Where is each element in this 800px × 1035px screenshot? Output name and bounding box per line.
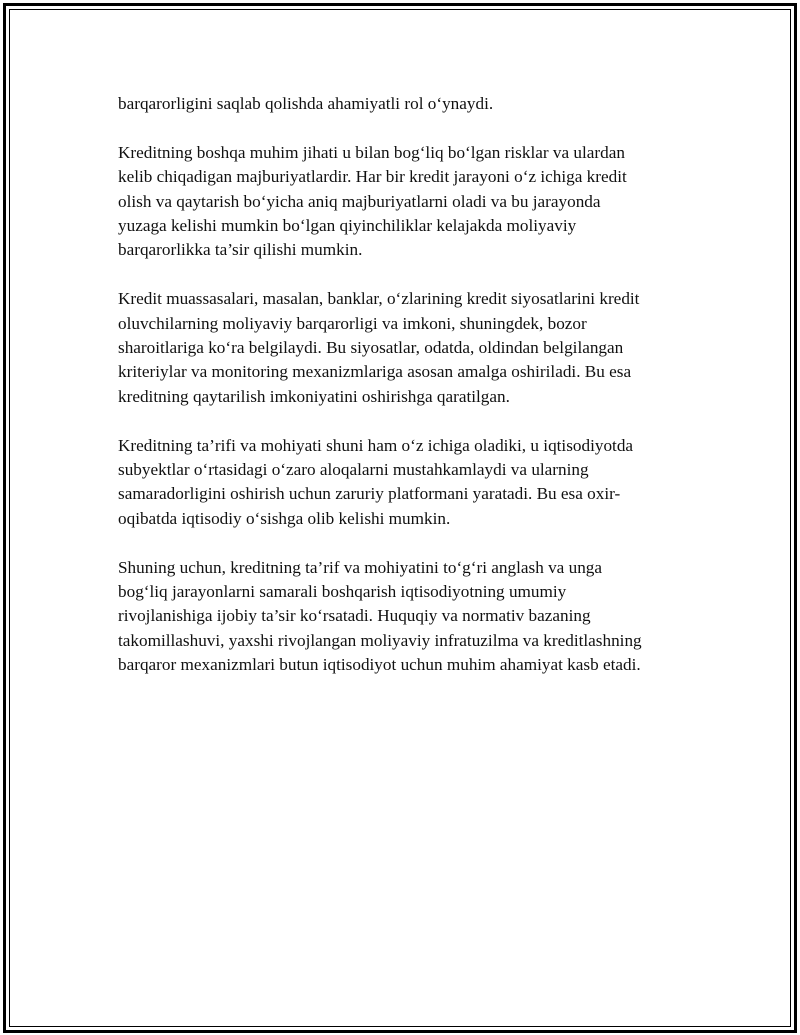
text-line: oluvchilarning moliyaviy barqarorligi va imkoni, shuningdek, bozor (118, 313, 587, 333)
text-line: kreditning qaytarilish imkoniyatini oshirishga qaratilgan. (118, 386, 510, 406)
text-line: sharoitlariga ko‘ra belgilaydi. Bu siyosatlar, odatda, oldindan belgilangan (118, 338, 624, 358)
text-line: olish va qaytarish bo‘yicha aniq majburiyatlarni oladi va bu jarayonda (118, 191, 601, 211)
text-line: rivojlanishiga ijobiy ta’sir ko‘rsatadi. Huquqiy va normativ bazaning (118, 606, 591, 626)
document-body (118, 92, 688, 702)
paragraph-2 (118, 141, 688, 263)
text-line: bog‘liq jarayonlarni samarali boshqarish iqtisodiyotning umumiy (118, 582, 567, 602)
text-line: takomillashuvi, yaxshi rivojlangan moliyaviy infratuzilma va kreditlashning (118, 630, 642, 650)
paragraph-3 (118, 287, 688, 409)
text-line: kelib chiqadigan majburiyatlardir. Har bir kredit jarayoni o‘z ichiga kredit (118, 167, 627, 187)
text-line: subyektlar o‘rtasidagi o‘zaro aloqalarni mustahkamlaydi va ularning (118, 460, 589, 480)
text-line: barqaror mexanizmlari butun iqtisodiyot uchun muhim ahamiyat kasb etadi. (118, 655, 641, 675)
paragraph-1 (118, 92, 688, 116)
text-line: barqarorligini saqlab qolishda ahamiyatli rol o‘ynaydi. (118, 94, 494, 113)
text-line: kriteriylar va monitoring mexanizmlariga asosan amalga oshiriladi. Bu esa (118, 362, 632, 382)
paragraph-4 (118, 434, 688, 532)
text-line: yuzaga kelishi mumkin bo‘lgan qiyinchiliklar kelajakda moliyaviy (118, 216, 577, 236)
paragraph-5 (118, 556, 688, 678)
text-line: Kreditning ta’rifi va mohiyati shuni ham o‘z ichiga oladiki, u iqtisodiyotda (118, 435, 634, 455)
text-line: Shuning uchun, kreditning ta’rif va mohiyatini to‘g‘ri anglash va unga (118, 557, 603, 577)
text-line: samaradorligini oshirish uchun zaruriy platformani yaratadi. Bu esa oxir- (118, 484, 621, 504)
text-line: Kredit muassasalari, masalan, banklar, o‘zlarining kredit siyosatlarini kredit (118, 289, 640, 309)
text-line: oqibatda iqtisodiy o‘sishga olib kelishi mumkin. (118, 508, 451, 528)
text-line: barqarorlikka ta’sir qilishi mumkin. (118, 240, 363, 260)
text-line: Kreditning boshqa muhim jihati u bilan bog‘liq bo‘lgan risklar va ulardan (118, 142, 625, 162)
